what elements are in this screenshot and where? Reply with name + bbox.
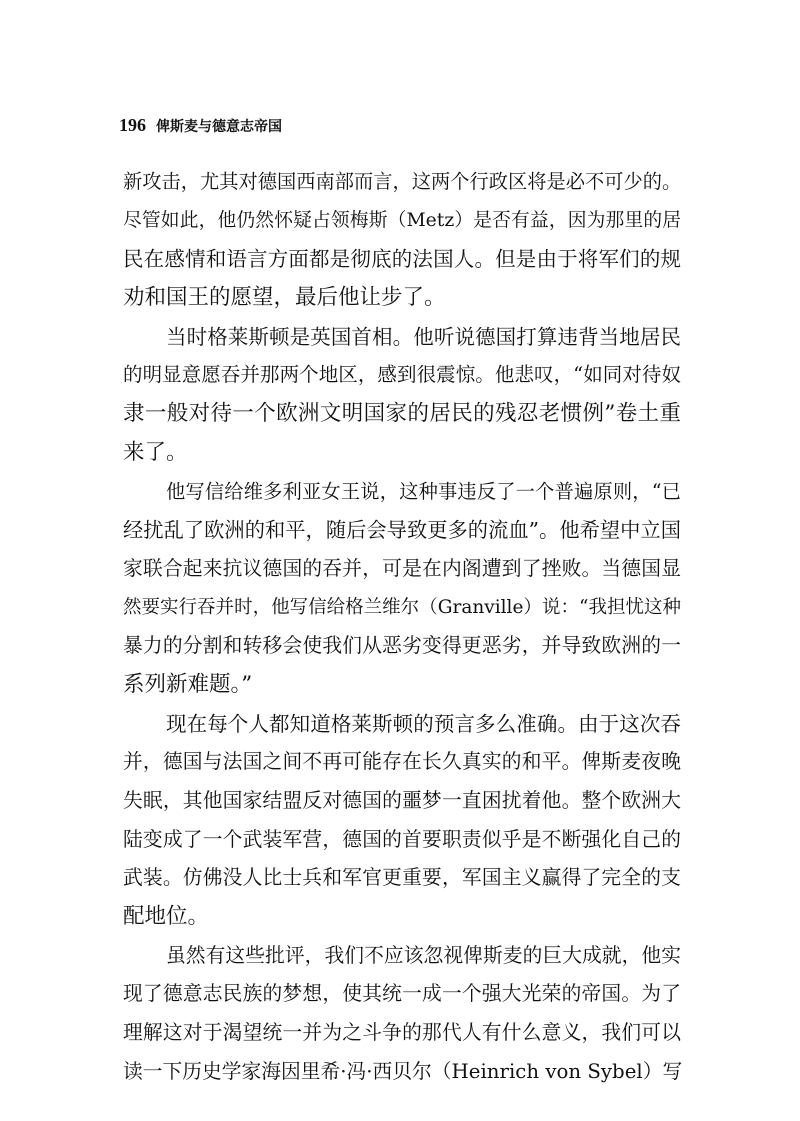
- paragraph: [123, 163, 681, 318]
- text-line: 现了德意志民族的梦想，使其统一成一个强大光荣的帝国。为了: [123, 982, 681, 1006]
- paragraph: [123, 473, 681, 705]
- book-title: 俾斯麦与德意志帝国: [156, 119, 282, 135]
- text-line: 配地位。: [123, 904, 210, 930]
- text-line: 然要实行吞并时，他写信给格兰维尔（Granville）说：“我担忧这种: [123, 596, 681, 618]
- text-line: 读一下历史学家海因里希·冯·西贝尔（Heinrich von Sybel）写: [123, 1059, 683, 1083]
- text-line: 系列新难题。”: [123, 671, 253, 697]
- text-line: 当时格莱斯顿是英国首相。他听说德国打算违背当地居民: [166, 324, 681, 349]
- text-line: 虽然有这些批评，我们不应该忽视俾斯麦的巨大成就，他实: [166, 943, 681, 967]
- paragraph: [123, 705, 681, 937]
- paragraph: [123, 937, 681, 1092]
- text-line: 理解这对于渴望统一并为之斗争的那代人有什么意义，我们可以: [123, 1021, 681, 1045]
- text-line: 民在感情和语言方面都是彻底的法国人。但是由于将军们的规: [123, 247, 681, 272]
- paragraph: [123, 318, 681, 473]
- page-number: 196: [119, 115, 146, 135]
- text-line: 新攻击，尤其对德国西南部而言，这两个行政区将是必不可少的。: [123, 170, 682, 193]
- text-line: 他写信给维多利亚女王说，这种事违反了一个普遍原则，“已: [166, 479, 681, 503]
- body-text: [123, 163, 681, 1092]
- text-line: 劝和国王的愿望，最后他让步了。: [123, 285, 446, 311]
- text-line: 暴力的分割和转移会使我们从恶劣变得更恶劣，并导致欧洲的一: [123, 634, 681, 658]
- text-line: 家联合起来抗议德国的吞并，可是在内阁遭到了挫败。当德国显: [123, 556, 681, 580]
- text-line: 的明显意愿吞并那两个地区，感到很震惊。他悲叹，“如同对待奴: [123, 363, 681, 387]
- text-line: 失眠，其他国家结盟反对德国的噩梦一直困扰着他。整个欧洲大: [123, 789, 681, 812]
- text-line: 经扰乱了欧洲的和平，随后会导致更多的流血”。他希望中立国: [123, 518, 681, 543]
- text-line: 并，德国与法国之间不再可能存在长久真实的和平。俾斯麦夜晚: [123, 750, 681, 774]
- text-line: 武装。仿佛没人比士兵和军官更重要，军国主义赢得了完全的支: [123, 866, 681, 890]
- text-line: 隶一般对待一个欧洲文明国家的居民的残忍老惯例”卷土重: [123, 401, 681, 427]
- running-header: [119, 113, 282, 137]
- text-line: 尽管如此，他仍然怀疑占领梅斯（Metz）是否有益，因为那里的居: [123, 209, 681, 231]
- text-line: 陆变成了一个武装军营，德国的首要职责似乎是不断强化自己的: [123, 827, 681, 851]
- text-line: 现在每个人都知道格莱斯顿的预言多么准确。由于这次吞: [166, 711, 681, 736]
- text-line: 来了。: [123, 439, 188, 465]
